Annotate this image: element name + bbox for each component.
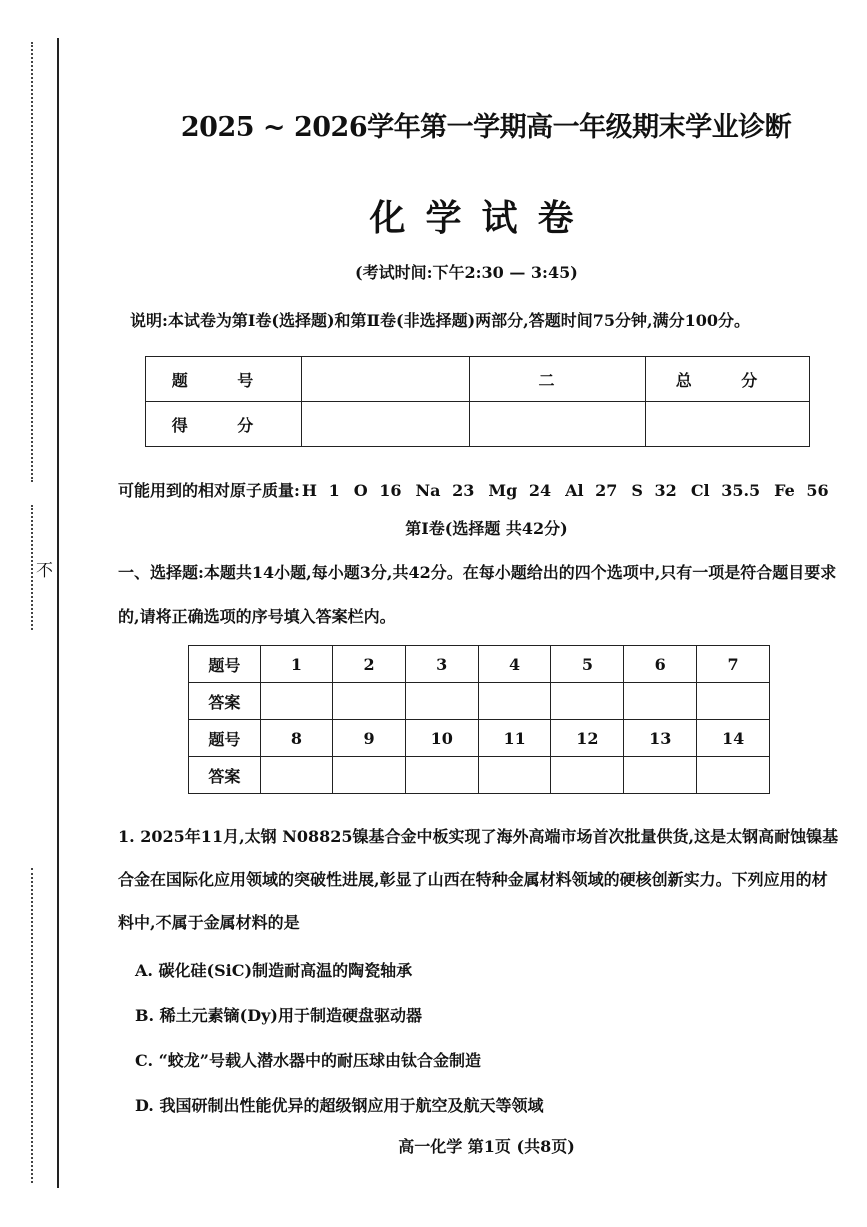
answer-entry-cell[interactable] bbox=[697, 683, 770, 720]
question-number-cell: 2 bbox=[333, 646, 406, 683]
atomic-masses bbox=[118, 478, 843, 501]
answer-entry-cell[interactable] bbox=[405, 683, 478, 720]
score-table bbox=[145, 356, 810, 447]
question-number-cell: 9 bbox=[333, 720, 406, 757]
answer-entry-cell[interactable] bbox=[551, 683, 624, 720]
answer-entry-cell[interactable] bbox=[405, 757, 478, 794]
atomic-mass-item: Cl 35.5 bbox=[690, 481, 761, 500]
atomic-mass-item: S 32 bbox=[631, 481, 677, 500]
option-c: C. “蛟龙”号载人潜水器中的耐压球由钛合金制造 bbox=[135, 1051, 482, 1070]
subject-title: 化学试卷 bbox=[369, 197, 594, 239]
answer-entry-cell[interactable] bbox=[260, 683, 333, 720]
answer-entry-cell[interactable] bbox=[551, 757, 624, 794]
score-cell-header-number: 题 号 bbox=[146, 357, 302, 402]
question-number-cell: 10 bbox=[405, 720, 478, 757]
score-cell-header-total: 总 分 bbox=[646, 357, 810, 402]
question-number-cell: 6 bbox=[624, 646, 697, 683]
score-cell-part2-entry[interactable] bbox=[470, 402, 646, 447]
answer-entry-cell[interactable] bbox=[478, 757, 551, 794]
option-a: A. 碳化硅(SiC)制造耐高温的陶瓷轴承 bbox=[135, 961, 413, 980]
option-d: D. 我国研制出性能优异的超级钢应用于航空及航天等领域 bbox=[135, 1096, 544, 1115]
answer-entry-cell[interactable] bbox=[260, 757, 333, 794]
section-intro: 一、选择题:本题共14小题,每小题3分,共42分。在每小题给出的四个选项中,只有一项是符合题目要求的,请将正确选项的序号填入答案栏内。 bbox=[118, 563, 837, 626]
question-1-options bbox=[135, 948, 543, 1128]
answer-label: 答案 bbox=[189, 683, 261, 720]
score-table-row bbox=[146, 357, 810, 402]
answer-number-label: 题号 bbox=[189, 646, 261, 683]
question-number-cell: 7 bbox=[697, 646, 770, 683]
exam-time: (考试时间:下午2:30 — 3:45) bbox=[355, 263, 578, 282]
score-cell-header-part2: 二 bbox=[470, 357, 646, 402]
answer-table-row bbox=[189, 683, 770, 720]
atomic-mass-item: Na 23 bbox=[415, 481, 475, 500]
exam-instructions: 说明:本试卷为第Ⅰ卷(选择题)和第Ⅱ卷(非选择题)两部分,答题时间75分钟,满分100分。 bbox=[130, 311, 750, 330]
question-number-cell: 4 bbox=[478, 646, 551, 683]
answer-entry-cell[interactable] bbox=[333, 757, 406, 794]
question-number-cell: 8 bbox=[260, 720, 333, 757]
question-number-cell: 5 bbox=[551, 646, 624, 683]
answer-entry-cell[interactable] bbox=[478, 683, 551, 720]
atomic-mass-item: Fe 56 bbox=[774, 481, 829, 500]
atomic-masses-label: 可能用到的相对原子质量: bbox=[118, 481, 300, 500]
question-number-cell: 13 bbox=[624, 720, 697, 757]
exam-title: 2025 ~ 2026学年第一学期高一年级期末学业诊断 bbox=[180, 112, 792, 143]
question-number-cell: 14 bbox=[697, 720, 770, 757]
atomic-mass-item: H 1 bbox=[301, 481, 340, 500]
answer-table-row bbox=[189, 646, 770, 683]
question-number-cell: 3 bbox=[405, 646, 478, 683]
score-cell-part1-entry[interactable] bbox=[302, 402, 470, 447]
section-heading: 第Ⅰ卷(选择题 共42分) bbox=[405, 519, 568, 538]
answer-entry-cell[interactable] bbox=[697, 757, 770, 794]
question-number-cell: 1 bbox=[260, 646, 333, 683]
score-cell-total-entry[interactable] bbox=[646, 402, 810, 447]
answer-entry-cell[interactable] bbox=[624, 757, 697, 794]
page-footer: 高一化学 第1页 (共8页) bbox=[398, 1137, 575, 1156]
answer-label: 答案 bbox=[189, 757, 261, 794]
atomic-mass-item: O 16 bbox=[353, 481, 402, 500]
binding-margin-char: 不 bbox=[36, 561, 53, 581]
question-number-cell: 11 bbox=[478, 720, 551, 757]
answer-entry-cell[interactable] bbox=[624, 683, 697, 720]
answer-entry-cell[interactable] bbox=[333, 683, 406, 720]
atomic-mass-item: Mg 24 bbox=[488, 481, 552, 500]
score-table-row bbox=[146, 402, 810, 447]
question-number-cell: 12 bbox=[551, 720, 624, 757]
answer-table-row bbox=[189, 720, 770, 757]
atomic-mass-item: Al 27 bbox=[565, 481, 618, 500]
score-cell-label-score: 得 分 bbox=[146, 402, 302, 447]
answer-number-label: 题号 bbox=[189, 720, 261, 757]
score-cell-header-part1 bbox=[302, 357, 470, 402]
answer-table bbox=[188, 645, 770, 794]
option-b: B. 稀土元素镝(Dy)用于制造硬盘驱动器 bbox=[135, 1006, 422, 1025]
answer-table-row bbox=[189, 757, 770, 794]
question-1-stem: 1. 2025年11月,太钢 N08825镍基合金中板实现了海外高端市场首次批量供货,这是太钢高耐蚀镍基合金在国际化应用领域的突破性进展,彰显了山西在特种金属材料领域的硬核创新实力。下列应用的材料中,不属于金属材料的是 bbox=[118, 827, 839, 932]
